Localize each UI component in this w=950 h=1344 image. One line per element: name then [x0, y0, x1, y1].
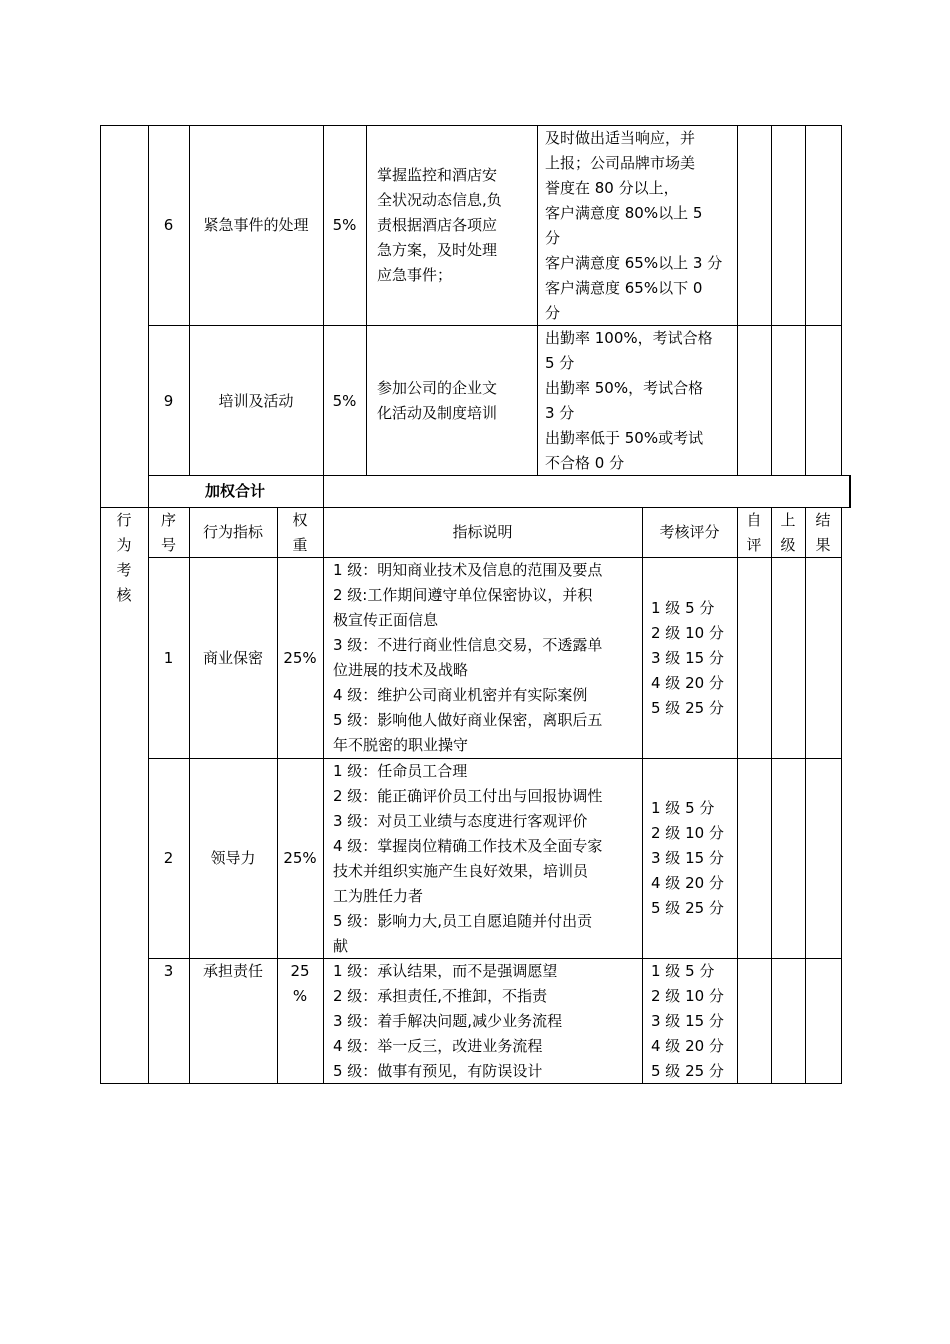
scoring-standard: 及时做出适当响应，并 上报；公司品牌市场美 誉度在 80 分以上， 客户满意度 80%以上 5 分 客户满意度 65%以上 3 分 客户满意度 65%以下 0 分: [545, 129, 723, 322]
header-superior: 上 级: [780, 511, 796, 554]
row-number: 1: [163, 649, 174, 667]
indicator-weight: 25 %: [290, 962, 310, 1005]
item-description: 掌握监控和酒店安 全状况动态信息,负 责根据酒店各项应 急方案，及时处理 应急事件；: [377, 166, 502, 284]
section-label-behavior: 行 为 考 核: [116, 511, 132, 604]
header-no: 序 号: [160, 511, 176, 554]
item-description: 参加公司的企业文 化活动及制度培训: [377, 379, 498, 422]
item-weight: 5%: [332, 216, 357, 234]
item-name: 紧急事件的处理: [203, 216, 309, 234]
header-result: 结 果: [815, 511, 831, 554]
row-number: 2: [163, 849, 174, 867]
indicator-name: 商业保密: [202, 649, 263, 667]
row-number: 3: [163, 962, 174, 980]
indicator-weight: 25%: [283, 849, 317, 867]
header-self-evaluation: 自 评: [746, 511, 762, 554]
indicator-description: 1 级：承认结果，而不是强调愿望 2 级：承担责任,不推卸，不指责 3 级：着手解决问题,减少业务流程 4 级：举一反三，改进业务流程 5 级：做事有预见，有防误设计: [333, 962, 563, 1080]
score-levels: 1 级 5 分 2 级 10 分 3 级 15 分 4 级 20 分 5 级 25 分: [651, 599, 724, 717]
score-levels: 1 级 5 分 2 级 10 分 3 级 15 分 4 级 20 分 5 级 25 分: [651, 799, 724, 917]
item-name: 培训及活动: [218, 392, 294, 410]
scoring-standard: 出勤率 100%，考试合格 5 分 出勤率 50%，考试合格 3 分 出勤率低于 50%或考试 不合格 0 分: [545, 329, 713, 472]
indicator-name: 领导力: [210, 849, 256, 867]
weighted-total-label: 加权合计: [204, 482, 265, 500]
row-number: 6: [163, 216, 174, 234]
indicator-description: 1 级：任命员工合理 2 级：能正确评价员工付出与回报协调性 3 级：对员工业绩与态度进行客观评价 4 级：掌握岗位精确工作技术及全面专家 技术并组织实施产生良好效果，培训员 工为胜任力者 5 级：影响力大,员工自愿追随并付出贡 献: [333, 762, 603, 955]
header-description: 指标说明: [452, 523, 513, 541]
indicator-description: 1 级：明知商业技术及信息的范围及要点 2 级:工作期间遵守单位保密协议，并积 极宣传正面信息 3 级：不进行商业性信息交易，不透露单 位进展的技术及战略 4 级：维护公司商业机密并有实际案例 5 级：影响他人做好商业保密，离职后五 年不脱密的职业操守: [333, 561, 603, 754]
row-number: 9: [163, 392, 174, 410]
item-weight: 5%: [332, 392, 357, 410]
header-score: 考核评分: [659, 523, 720, 541]
header-weight: 权 重: [292, 511, 308, 554]
indicator-weight: 25%: [283, 649, 317, 667]
score-levels: 1 级 5 分 2 级 10 分 3 级 15 分 4 级 20 分 5 级 25 分: [651, 962, 724, 1080]
indicator-name: 承担责任: [202, 962, 263, 980]
header-indicator: 行为指标: [202, 523, 263, 541]
